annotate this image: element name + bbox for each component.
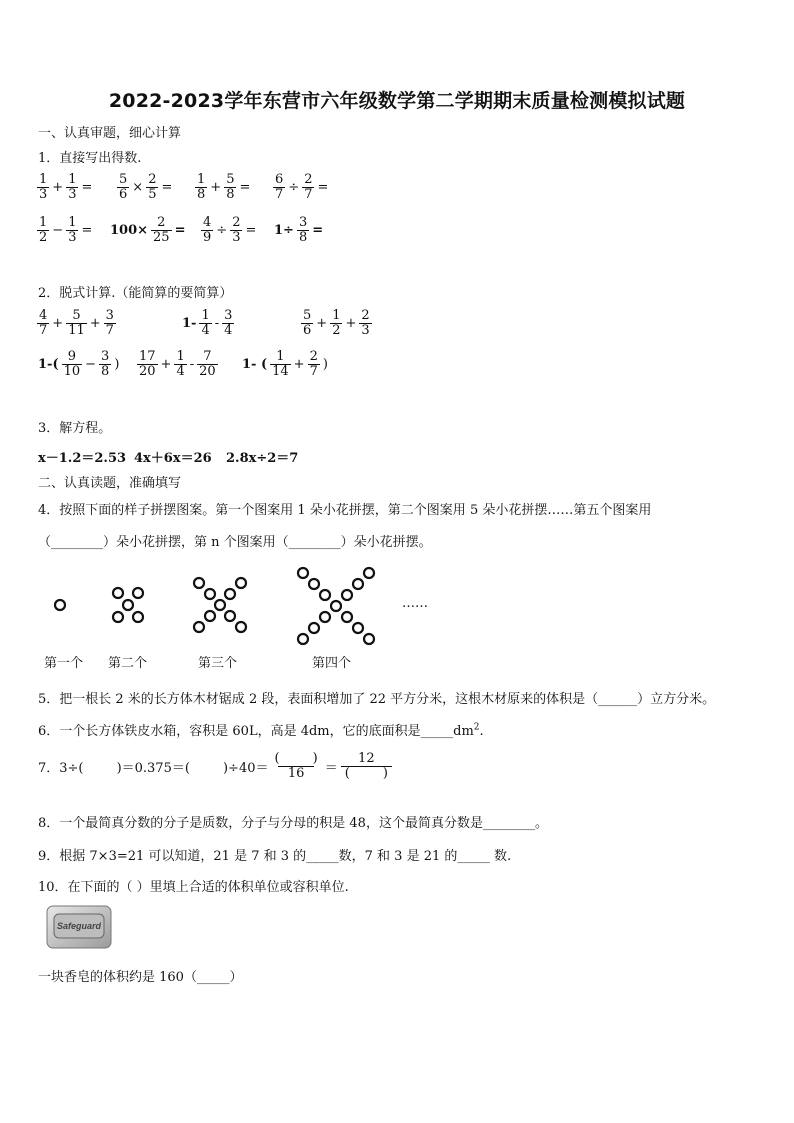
pattern-ellipsis: …… <box>402 596 428 611</box>
flower-circle <box>320 612 330 622</box>
page-title: 2022-2023学年东营市六年级数学第二学期期末质量检测模拟试题 <box>108 90 686 112</box>
caption-third: 第三个 <box>198 656 238 671</box>
q1-r2-expr1: $\frac{1}{2}$ − $\frac{1}{3}$ = <box>39 215 93 245</box>
q10-soap-line: 一块香皂的体积约是 160（_____） <box>38 970 243 985</box>
flower-circle <box>353 579 363 589</box>
flower-circle <box>113 612 123 622</box>
q2-expr4: 1-( $\frac{9}{10}$ − $\frac{3}{8}$ ) <box>38 349 120 379</box>
flower-circle <box>353 623 363 633</box>
q1-r2-expr3: $\frac{4}{9}$ ÷ $\frac{2}{3}$ = <box>203 215 257 245</box>
q8-text: 8．一个最简真分数的分子是质数，分子与分母的积是 48，这个最简真分数是________。 <box>38 816 548 831</box>
q7-expression: 7．3÷( )＝0.375＝( )÷40＝ $\frac{( )}{16}$ ＝ $\frac{12}{( )}$ <box>38 752 393 780</box>
q2-expr1: $\frac{4}{7}$ + $\frac{5}{11}$ + $\frac{3}{7}$ <box>39 308 114 338</box>
q1-r1-expr3: $\frac{1}{8}$ + $\frac{5}{8}$ = <box>197 172 251 202</box>
caption-fourth: 第四个 <box>312 656 352 671</box>
flower-circle <box>309 579 319 589</box>
flower-circle <box>225 611 235 621</box>
q1-row2 <box>36 216 344 244</box>
q2-expr5: $\frac{17}{20}$ + $\frac{1}{4}$ - $\frac{7}{20}$ <box>139 349 216 379</box>
flower-circle <box>364 634 374 644</box>
q3-eq3: 2.8x÷2＝7 <box>226 451 299 466</box>
q2-expr3: $\frac{5}{6}$ + $\frac{1}{2}$ + $\frac{2}{3}$ <box>303 308 370 338</box>
q3-eq2: 4x＋6x＝26 <box>134 451 212 466</box>
q3-label: 3．解方程。 <box>38 421 112 436</box>
q2-expr6: 1- ( $\frac{1}{14}$ + $\frac{2}{7}$ ) <box>242 349 328 379</box>
q2-expr2: 1- $\frac{1}{4}$ - $\frac{3}{4}$ <box>182 308 233 338</box>
flower-circle <box>194 578 204 588</box>
soap-brand-text: Safeguard <box>56 921 102 931</box>
section1-heading: 一、认真审题，细心计算 <box>38 126 182 141</box>
q1-label: 1．直接写出得数. <box>38 151 142 166</box>
q4-line1: 4．按照下面的样子拼摆图案。第一个图案用 1 朵小花拼摆，第二个图案用 5 朵小花拼摆……第五个图案用 <box>38 503 652 518</box>
flower-circle <box>320 590 330 600</box>
q1-r1-expr1: $\frac{1}{3}$ + $\frac{1}{3}$ = <box>39 172 93 202</box>
flower-circle <box>205 611 215 621</box>
soap-image <box>46 904 112 950</box>
q9-text: 9．根据 7×3=21 可以知道，21 是 7 和 3 的_____数，7 和 3 是 21 的_____ 数. <box>38 849 512 864</box>
flower-circle <box>342 612 352 622</box>
flower-circle <box>309 623 319 633</box>
flower-circle <box>194 622 204 632</box>
flower-circle <box>236 578 246 588</box>
q3-eq1: x－1.2＝2.53 <box>38 451 127 466</box>
q1-r1-expr2: $\frac{5}{6}$ × $\frac{2}{5}$ = <box>119 172 173 202</box>
section2-heading: 二、认真读题，准确填写 <box>38 476 182 491</box>
caption-second: 第二个 <box>108 656 148 671</box>
q6-text: 6．一个长方体铁皮水箱，容积是 60L，高是 4dm，它的底面积是$\_\_\_\_\_dm^2$. <box>38 722 484 739</box>
flower-circle <box>298 634 308 644</box>
flower-circle <box>133 588 143 598</box>
flower-circle <box>205 589 215 599</box>
q1-r2-expr4: 1÷ $\frac{3}{8}$ = <box>274 215 324 245</box>
flower-circle <box>236 622 246 632</box>
flower-circle <box>123 600 133 610</box>
q4-line2: （________）朵小花拼摆，第 n 个图案用（________）朵小花拼摆。 <box>38 535 432 550</box>
q1-row1 <box>36 173 352 201</box>
flower-circle <box>133 612 143 622</box>
q5-text: 5．把一根长 2 米的长方体木材锯成 2 段，表面积增加了 22 平方分米，这根木材原来的体积是（______）立方分米。 <box>38 692 716 707</box>
flower-circle <box>55 600 65 610</box>
q2-label: 2．脱式计算.（能简算的要简算） <box>38 286 233 301</box>
flower-circle <box>113 588 123 598</box>
flower-circle <box>342 590 352 600</box>
q1-r2-expr2: 100× $\frac{2}{25}$ = <box>110 215 186 245</box>
flower-circle <box>331 601 341 611</box>
flower-circle <box>215 600 225 610</box>
flower-circle <box>298 568 308 578</box>
caption-first: 第一个 <box>44 656 84 671</box>
flower-circle <box>225 589 235 599</box>
q1-r1-expr4: $\frac{6}{7}$ ÷ $\frac{2}{7}$ = <box>275 172 329 202</box>
flower-circle <box>364 568 374 578</box>
q10-label: 10．在下面的（ ）里填上合适的体积单位或容积单位. <box>38 880 349 895</box>
flower-pattern-figure <box>0 560 794 650</box>
